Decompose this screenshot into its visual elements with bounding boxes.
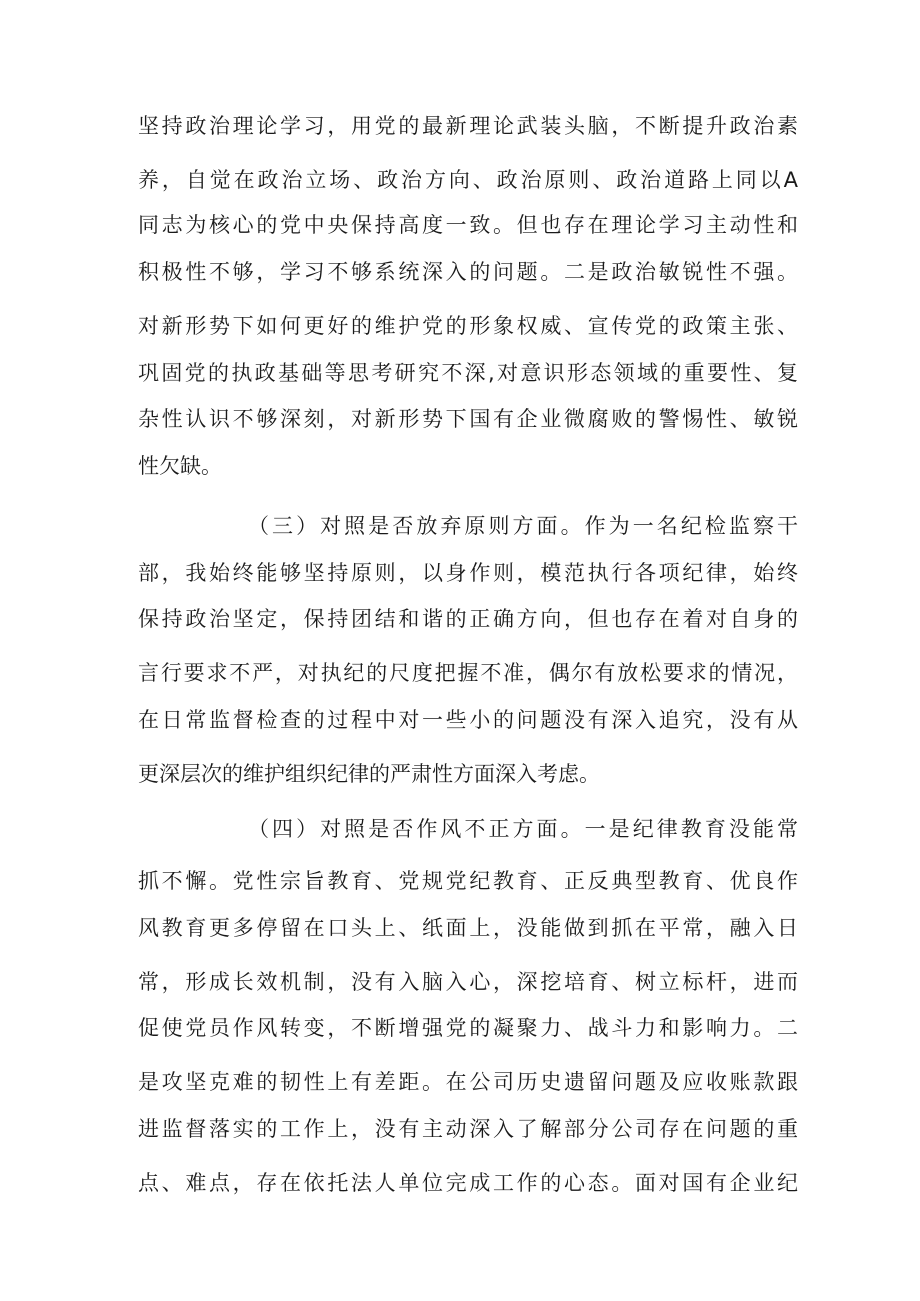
paragraph-2-line-4: 言行要求不严，对执纪的尺度把握不准，偶尔有放松要求的情况， (138, 661, 798, 685)
paragraph-2-line-5: 在日常监督检查的过程中对一些小的问题没有深入追究，没有从 (138, 708, 798, 732)
paragraph-3-line-3: 风教育更多停留在口头上、纸面上，没能做到抓在平常，融入日 (138, 916, 798, 940)
paragraph-1-line-3: 同志为核心的党中央保持高度一致。但也存在理论学习主动性和 (138, 213, 798, 237)
paragraph-1-line-4: 积极性不够，学习不够系统深入的问题。二是政治敏锐性不强。 (138, 260, 798, 284)
paragraph-1-line-6: 巩固党的执政基础等思考研究不深,对意识形态领域的重要性、复 (138, 361, 798, 385)
paragraph-1-line-8: 性欠缺。 (138, 454, 222, 478)
paragraph-1-line-2: 养，自觉在政治立场、政治方向、政治原则、政治道路上同以A (138, 168, 798, 192)
paragraph-3-line-1: （四）对照是否作风不正方面。一是纪律教育没能常 (248, 817, 798, 841)
paragraph-1-line-7: 杂性认识不够深刻，对新形势下国有企业微腐败的警惕性、敏锐 (138, 407, 798, 431)
paragraph-2-line-1: （三）对照是否放弃原则方面。作为一名纪检监察干 (248, 514, 798, 538)
paragraph-3-line-7: 进监督落实的工作上，没有主动深入了解部分公司存在问题的重 (138, 1117, 798, 1141)
paragraph-2-line-3: 保持政治坚定，保持团结和谐的正确方向，但也存在着对自身的 (138, 607, 798, 631)
paragraph-1-line-1: 坚持政治理论学习，用党的最新理论武装头脑，不断提升政治素 (138, 114, 798, 138)
paragraph-3-line-8: 点、难点，存在依托法人单位完成工作的心态。面对国有企业纪 (138, 1171, 798, 1195)
paragraph-3-line-2: 抓不懈。党性宗旨教育、党规党纪教育、正反典型教育、优良作 (138, 869, 798, 893)
paragraph-2-line-2: 部，我始终能够坚持原则，以身作则，模范执行各项纪律，始终 (138, 561, 798, 585)
paragraph-3-line-6: 是攻坚克难的韧性上有差距。在公司历史遗留问题及应收账款跟 (138, 1070, 798, 1094)
paragraph-3-line-5: 促使党员作风转变，不断增强党的凝聚力、战斗力和影响力。二 (138, 1016, 798, 1040)
paragraph-1-line-5: 对新形势下如何更好的维护党的形象权威、宣传党的政策主张、 (138, 314, 798, 338)
paragraph-3-line-4: 常，形成长效机制，没有入脑入心，深挖培育、树立标杆，进而 (138, 970, 798, 994)
paragraph-2-line-6: 更深层次的维护组织纪律的严肃性方面深入考虑。 (138, 762, 600, 786)
